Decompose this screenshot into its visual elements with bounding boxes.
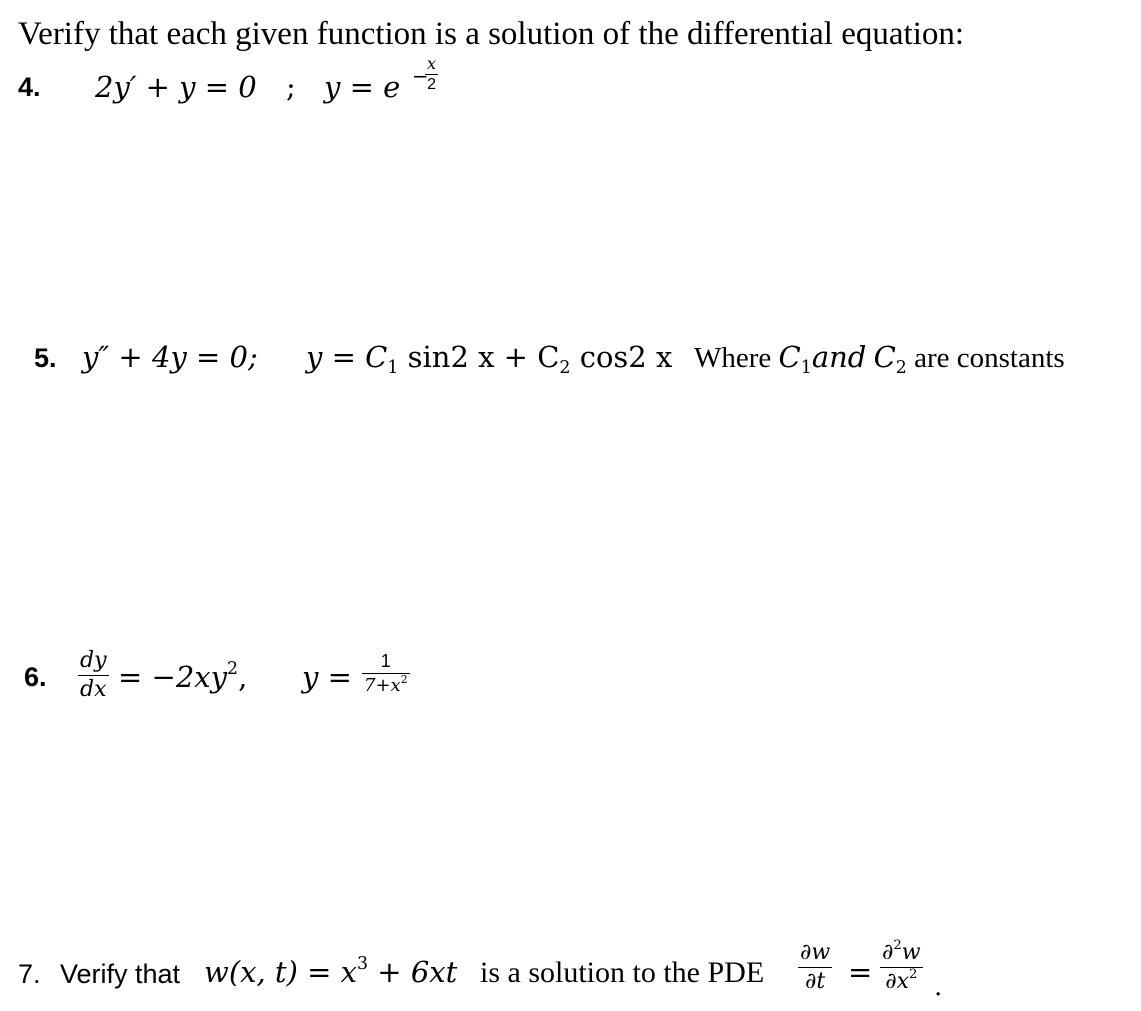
problem-tail: is a solution to the PDE: [480, 956, 765, 989]
exponent: [412, 56, 452, 96]
derivative-fraction: $\frac{dy}{dx}$: [80, 648, 107, 702]
pde-rhs: $\frac{\partial^2w}{\partial x^2}$: [882, 938, 921, 994]
differential-equation: 2y′ + y = 0: [95, 70, 257, 104]
problem-4: [18, 56, 518, 116]
problem-6: [24, 650, 464, 710]
problem-number: 6.: [24, 662, 47, 692]
problem-number: 5.: [34, 343, 57, 373]
pde-equals: =: [848, 955, 873, 989]
solution-lhs: y =: [302, 660, 352, 694]
problem-number: 7.: [18, 959, 41, 989]
constants-note: Where $C_1and$ $C_2$ are constants: [694, 340, 1065, 379]
pde-lhs: $\frac{\partial w}{\partial t}$: [800, 940, 831, 994]
problem-lead: Verify that: [60, 959, 181, 989]
pde-period: .: [934, 972, 943, 1002]
exponent-fraction: [425, 56, 438, 93]
solution-fraction: $\frac{1}{7+x^2}$: [364, 651, 408, 696]
exponent-sign: −: [412, 64, 429, 88]
instruction-heading: Verify that each given function is a solution of the differential equation:: [18, 16, 965, 52]
problem-7: [18, 938, 1018, 1008]
solution-function: $y = C_1$ sin2 $x + C_2$ cos2 x: [306, 340, 673, 379]
equation-rhs: = $-2xy^2$,: [118, 658, 248, 694]
exponent-denominator: 2: [427, 76, 436, 93]
function-definition: w(x, $t) = x^3 + 6xt$: [204, 953, 458, 989]
exponent-numerator: x: [427, 54, 437, 73]
problem-5: [34, 340, 1134, 380]
separator: ;: [286, 70, 296, 104]
problem-number: 4.: [18, 72, 41, 102]
differential-equation: y″ + 4y = 0;: [82, 340, 258, 374]
solution-function: y = e: [324, 70, 401, 104]
